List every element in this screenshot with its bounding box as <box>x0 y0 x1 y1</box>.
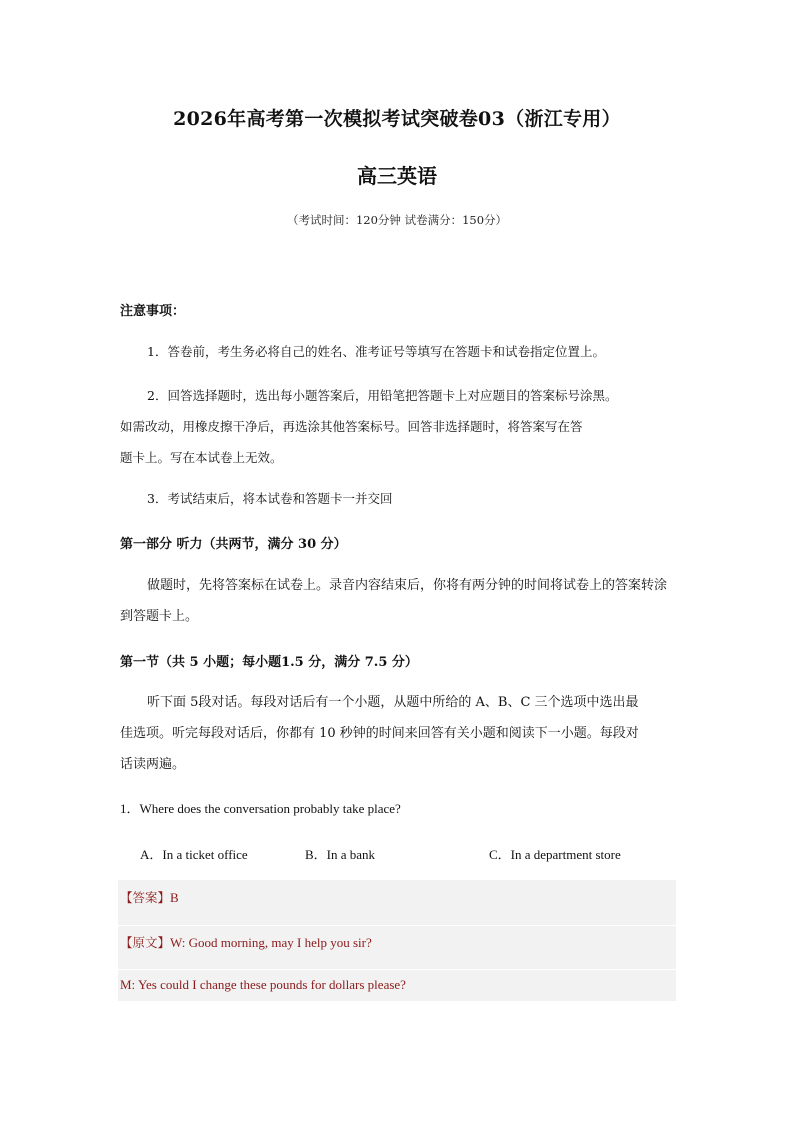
answer-row <box>120 888 179 906</box>
notice-item-2 <box>120 380 677 473</box>
question-1-stem: 1．Where does the conversation probably take place? <box>120 801 401 816</box>
subject-title: 高三英语 <box>357 164 437 188</box>
transcript-line-1: W: Good morning, may I help you sir? <box>170 935 372 950</box>
notice-heading: 注意事项： <box>120 304 186 319</box>
notice-item-2-line-2: 如需改动，用橡皮擦干净后，再选涂其他答案标号。回答非选择题时，将答案写在答 <box>120 419 583 434</box>
section1-heading: 第一节（共 5 小题；每小题1.5 分，满分 7.5 分） <box>120 655 418 670</box>
part1-instruction <box>120 570 676 632</box>
answer-divider <box>118 969 676 970</box>
exam-title: 2026年高考第一次模拟考试突破卷03（浙江专用） <box>173 108 621 130</box>
part1-instruction-line-1: 做题时，先将答案标在试卷上。录音内容结束后，你将有两分钟的时间将试卷上的答案转涂 <box>147 578 668 593</box>
notice-item-2-line-3: 题卡上。写在本试卷上无效。 <box>120 450 283 465</box>
answer-tag: 【答案】 <box>120 890 171 905</box>
answer-divider <box>118 925 676 926</box>
notice-item-3-text: 3．考试结束后，将本试卷和答题卡一并交回 <box>147 491 393 506</box>
exam-time-score-info: （考试时间：120分钟 试卷满分：150分） <box>286 213 508 227</box>
section1-instruction-line-2: 佳选项。听完每段对话后，你都有 10 秒钟的时间来回答有关小题和阅读下一小题。每段对 <box>120 726 639 741</box>
transcript-row <box>120 933 372 951</box>
notice-item-2-line-1: 2．回答选择题时，选出每小题答案后，用铅笔把答题卡上对应题目的答案标号涂黑。 <box>147 388 618 403</box>
option-a: A．In a ticket office <box>140 847 248 862</box>
part1-instruction-line-2: 到答题卡上。 <box>120 609 199 624</box>
section1-instruction <box>120 687 676 780</box>
option-c: C．In a department store <box>489 847 621 862</box>
transcript-tag: 【原文】 <box>120 935 171 950</box>
option-b: B．In a bank <box>305 847 376 862</box>
notice-item-3 <box>147 483 677 514</box>
transcript-line-2: M: Yes could I change these pounds for dollars please? <box>120 977 406 992</box>
answer-value: B <box>170 890 179 905</box>
notice-item-1 <box>147 336 677 367</box>
notice-item-1-text: 1．答卷前，考生务必将自己的姓名、准考证号等填写在答题卡和试卷指定位置上。 <box>147 344 605 359</box>
section1-instruction-line-3: 话读两遍。 <box>120 757 186 772</box>
part1-heading: 第一部分 听力（共两节，满分 30 分） <box>120 537 347 552</box>
section1-instruction-line-1: 听下面 5段对话。每段对话后有一个小题，从题中所给的 A、B、C 三个选项中选出最 <box>147 695 639 710</box>
transcript-row-2 <box>120 977 406 993</box>
